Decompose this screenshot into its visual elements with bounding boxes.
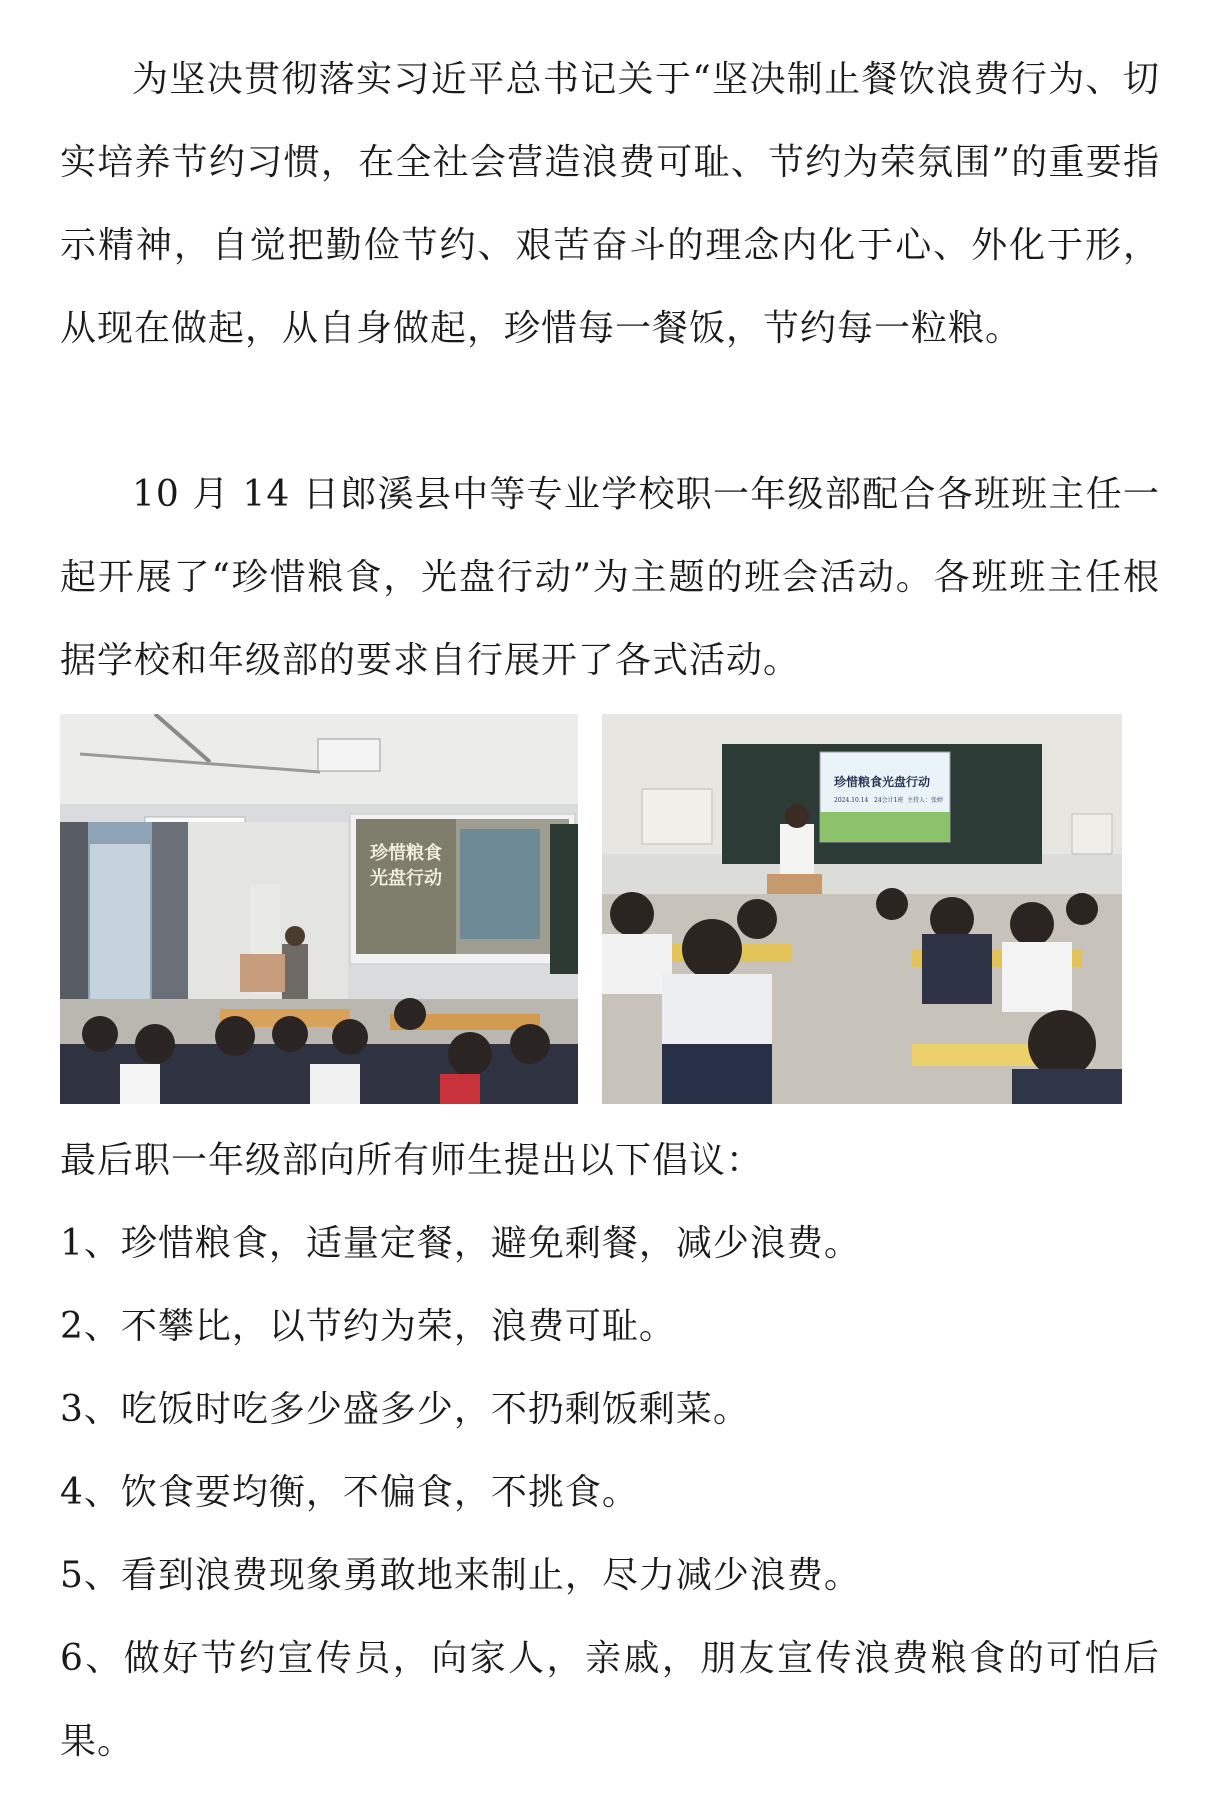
list-item: 1、珍惜粮食，适量定餐，避免剩餐，减少浪费。 <box>60 1223 861 1264</box>
right-slide-class: 24会计1班 <box>874 797 904 804</box>
classroom-photo-right <box>602 714 1122 1104</box>
event-paragraph: 10 月 14 日郎溪县中等专业学校职一年级部配合各班班主任一起开展了“珍惜粮食，光盘行动”为主题的班会活动。各班班主任根据学校和年级部的要求自行展开了各式活动。 <box>60 474 1160 681</box>
classroom-photo-left <box>60 714 578 1104</box>
left-slide-title-2: 光盘行动 <box>370 868 442 889</box>
list-item: 6、做好节约宣传员，向家人，亲戚，朋友宣传浪费粮食的可怕后果。 <box>60 1638 1160 1762</box>
right-slide-speaker: 主持人：张婷 <box>907 797 944 804</box>
classroom-photo-right-image <box>602 714 1122 1104</box>
list-item: 3、吃饭时吃多少盛多少，不扔剩饭剩菜。 <box>60 1389 750 1430</box>
list-item: 2、不攀比，以节约为荣，浪费可耻。 <box>60 1306 676 1347</box>
right-slide-title: 珍惜粮食光盘行动 <box>834 775 931 789</box>
classroom-photo-left-image <box>60 714 578 1104</box>
list-item: 4、饮食要均衡，不偏食，不挑食。 <box>60 1472 639 1513</box>
right-slide-date: 2024.10.14 <box>834 797 869 804</box>
list-item: 5、看到浪费现象勇敢地来制止，尽力减少浪费。 <box>60 1555 861 1596</box>
proposal-list <box>60 1202 1160 1783</box>
proposal-intro: 最后职一年级部向所有师生提出以下倡议： <box>60 1140 764 1181</box>
left-slide-title-1: 珍惜粮食 <box>370 843 442 864</box>
intro-paragraph: 为坚决贯彻落实习近平总书记关于“坚决制止餐饮浪费行为、切实培养节约习惯，在全社会营造浪费可耻、节约为荣氛围”的重要指示精神，自觉把勤俭节约、艰苦奋斗的理念内化于心、外化于形，从现在做起，从自身做起，珍惜每一餐饭，节约每一粒粮。 <box>60 59 1160 349</box>
